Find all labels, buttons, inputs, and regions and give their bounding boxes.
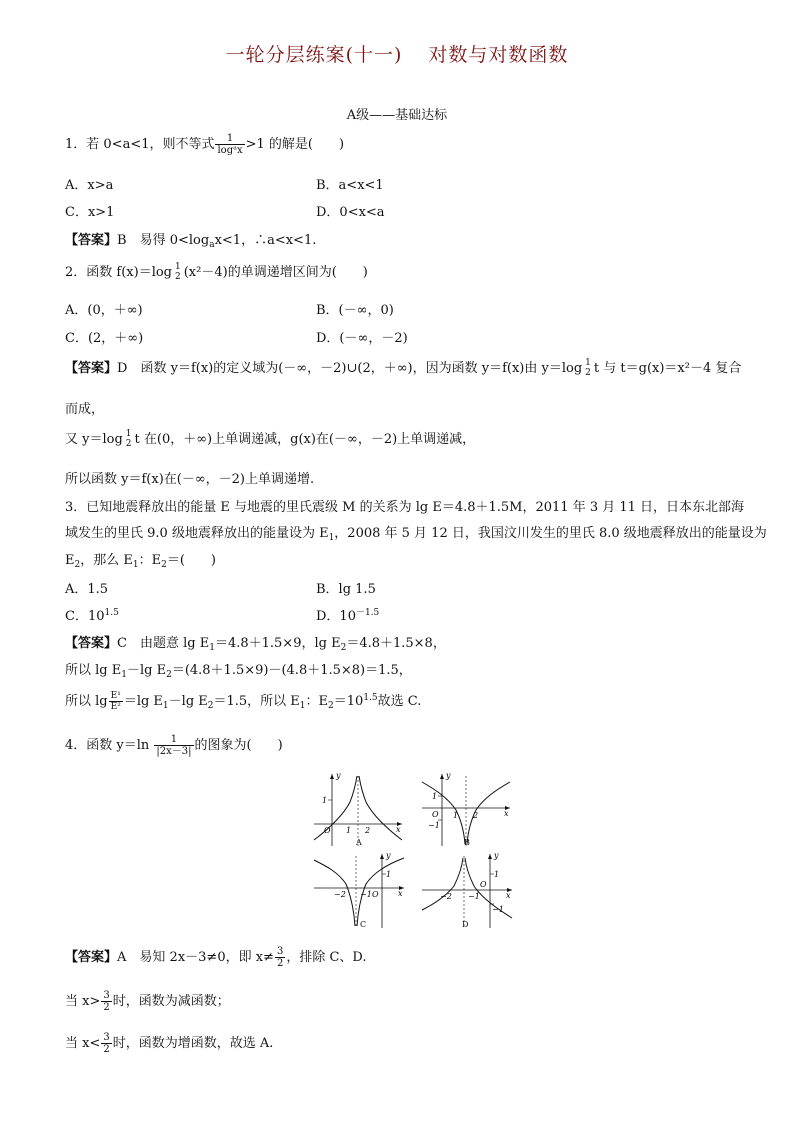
q1-fraction: $\frac{1}{\text{logᵃx}}$ <box>217 132 243 156</box>
svg-text:−1: −1 <box>360 890 372 899</box>
q4-answer-line-2: 当 x> $\frac{3}{2}$ 时，函数为减函数； <box>65 989 230 1013</box>
svg-text:y: y <box>446 771 451 780</box>
svg-text:−1: −1 <box>468 892 480 901</box>
svg-text:2: 2 <box>365 826 371 835</box>
graph-a <box>310 768 410 854</box>
svg-text:O: O <box>480 880 487 889</box>
q1-answer: 【答案】B 易得 $0<\log_ax<1$，∴a<x<1. <box>65 233 317 250</box>
graph-c-label: C <box>360 920 367 929</box>
svg-text:x: x <box>396 825 401 834</box>
question-3-line-3: $E_2$，那么 $E_1$：$E_2=$( ) <box>65 553 216 570</box>
svg-text:−1: −1 <box>428 821 440 830</box>
page-title <box>0 40 794 67</box>
graph-a-label: A <box>356 838 362 847</box>
section-heading: A级——基础达标 <box>346 108 448 123</box>
svg-text:2: 2 <box>473 811 479 820</box>
title-topic: 对数与对数函数 <box>428 44 569 66</box>
answer-tag: 【答案】 <box>65 233 118 248</box>
title-series: 一轮分层练案(十一) <box>225 44 403 66</box>
q1-option-d: D．0<x<a <box>316 205 385 220</box>
question-2: 2．函数 f(x)＝log 1 2 (x²－4)的单调递增区间为( ) <box>65 262 368 282</box>
q2-log-base: 1 2 <box>175 262 181 282</box>
q2-option-c: C．(2，＋∞) <box>65 331 144 346</box>
svg-text:1: 1 <box>322 796 328 805</box>
q2-answer-line-3: 又 y＝log 1 2 t 在(0，＋∞)上单调递减，g(x)在(－∞，－2)上单调递减， <box>65 429 476 449</box>
svg-text:1: 1 <box>346 826 352 835</box>
svg-text:x: x <box>398 889 403 898</box>
svg-text:O: O <box>432 810 439 819</box>
q2-answer-line-4: 所以函数 y＝f(x)在(－∞，－2)上单调递增. <box>65 472 315 487</box>
svg-text:x: x <box>504 809 509 818</box>
q3-option-b: B．lg 1.5 <box>316 582 376 597</box>
q1-option-a: A．x>a <box>65 178 114 193</box>
graph-c <box>310 850 410 936</box>
svg-text:y: y <box>386 851 391 860</box>
question-1: 1．若 0<a<1，则不等式 $\frac{1}{\text{logᵃx}}$ >1 的解是( ) <box>65 132 345 156</box>
svg-text:−1: −1 <box>492 905 504 914</box>
q3-answer-line-1: 【答案】C 由题意 $\lg E_1=4.8+1.5\times 9$，$\lg E_2=4.8+1.5\times 8$， <box>65 636 446 653</box>
q4-answer-line-1: 【答案】A 易知 2x－3≠0，即 x≠ $\frac{3}{2}$ ，排除 C、D. <box>65 945 367 969</box>
q3-option-d: D．$10^{-1.5}$ <box>316 608 380 624</box>
svg-text:O: O <box>372 890 379 899</box>
q1-option-b: B．a<x<1 <box>316 178 384 193</box>
q2-option-b: B．(－∞，0) <box>316 303 394 318</box>
svg-text:1: 1 <box>494 870 500 879</box>
q2-answer-line-2: 而成， <box>65 402 105 417</box>
graph-d <box>418 850 518 936</box>
question-3-line-1: 3．已知地震释放出的能量 E 与地震的里氏震级 M 的关系为 lg E＝4.8＋1.5M，2011 年 3 月 11 日，日本东北部海 <box>65 500 745 515</box>
q3-option-a: A．1.5 <box>65 582 109 597</box>
svg-text:y: y <box>494 851 499 860</box>
question-4: 4．函数 y＝ln $\frac{1}{|2x-3|}$ 的图象为( ) <box>65 733 283 757</box>
svg-text:x: x <box>506 891 511 900</box>
graph-b <box>418 768 518 854</box>
graph-b-label: B <box>464 838 470 847</box>
svg-text:1: 1 <box>432 792 438 801</box>
svg-text:1: 1 <box>453 811 459 820</box>
q2-answer-line-1: 【答案】D 函数 y＝f(x)的定义域为(－∞，－2)∪(2，＋∞)，因为函数 y＝f(x)由 y＝log 1 2 t 与 t＝g(x)＝x²－4 复合 <box>65 358 742 378</box>
svg-text:y: y <box>336 771 341 780</box>
q4-answer-line-3: 当 x< $\frac{3}{2}$ 时，函数为增函数，故选 A. <box>65 1031 274 1055</box>
q3-answer-line-3: 所以 lg $\frac{\text{E¹}}{\text{E²}}$ ＝lg $E_1-\lg$ $E_2=1.5$，所以 $E_1$：$E_2=10^{1.5}$故选 C. <box>65 690 422 712</box>
svg-text:−2: −2 <box>334 890 346 899</box>
q1-option-c: C．x>1 <box>65 205 115 220</box>
q2-option-a: A．(0，＋∞) <box>65 303 143 318</box>
q2-option-d: D．(－∞，－2) <box>316 331 408 346</box>
graph-d-label: D <box>462 920 469 929</box>
svg-text:O: O <box>324 826 331 835</box>
svg-text:−2: −2 <box>440 892 452 901</box>
q3-answer-line-2: 所以 $\lg E_1-\lg$ $E_2=(4.8+1.5\times 9)-(4.8+1.5\times 8)=1.5$， <box>65 663 412 680</box>
question-3-line-2: 域发生的里氏 9.0 级地震释放出的能量设为 $E_1$，2008 年 5 月 12 日，我国汶川发生的里氏 8.0 级地震释放出的能量设为 <box>65 526 767 543</box>
q3-option-c: C．$10^{1.5}$ <box>65 608 119 624</box>
svg-text:1: 1 <box>386 870 392 879</box>
